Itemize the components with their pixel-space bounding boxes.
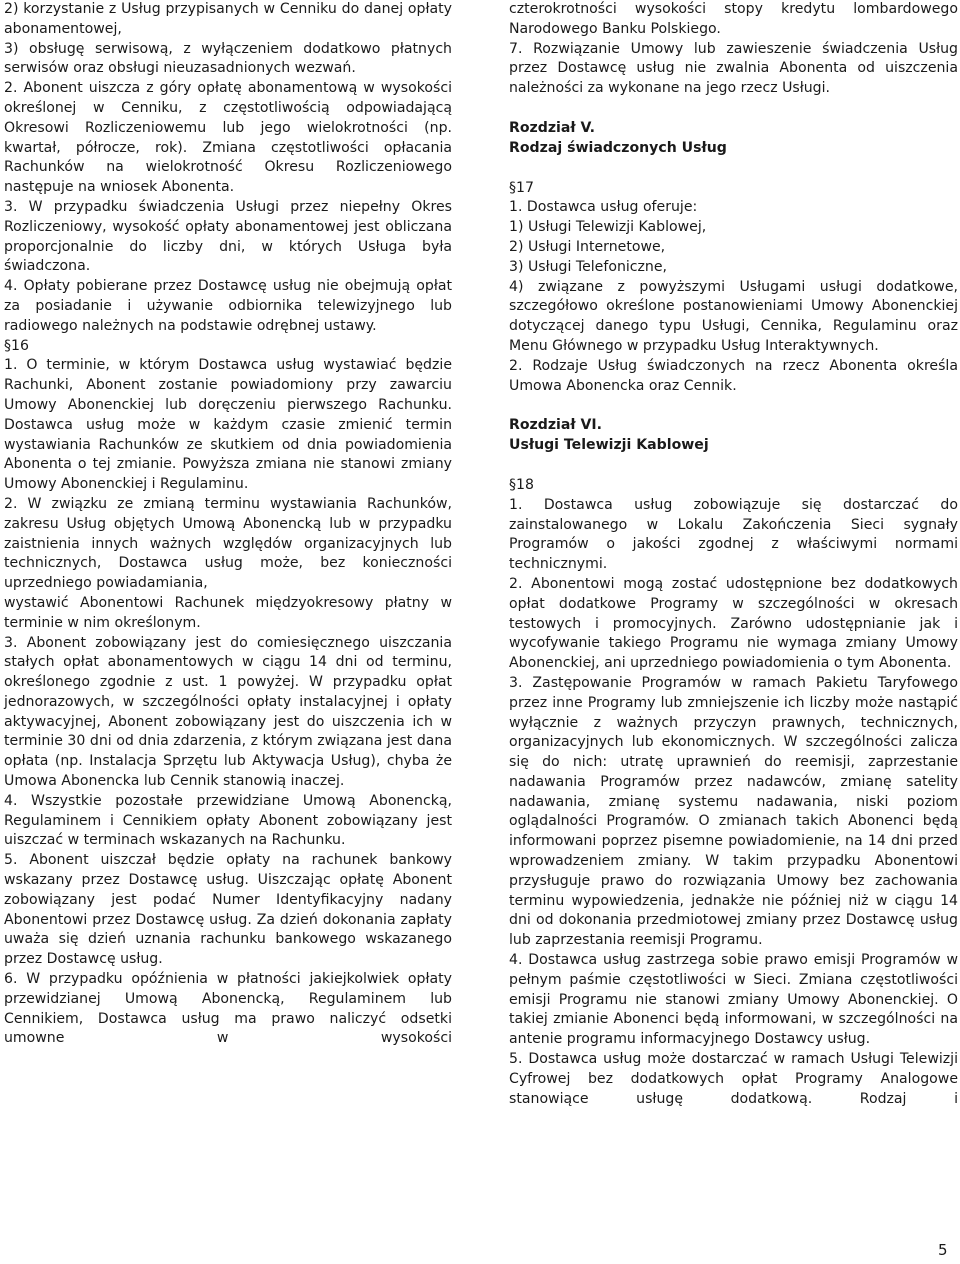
right-column <box>509 0 958 1109</box>
paragraph: 2. W związku ze zmianą terminu wystawiania Rachunków, zakresu Usług objętych Umową Abonencką lub w przypadku zaistnienia innych ważnych względów organizacyjnych lub technicznych, Dostawca usług może, bez konieczności uprzedniego powiadamiania, <box>4 495 452 592</box>
paragraph: 3. Zastępowanie Programów w ramach Pakietu Taryfowego przez inne Programy lub zmniejszenie ich liczby może nastąpić wyłącznie z ważnych przyczyn prawnych, technicznych, organizacyjnych lub ekonomicznych. W szczególności zalicza się do nich: utratę uprawnień do reemisji, zaprzestanie nadawania Programów przez nadawców, zmianę satelity nadawania, zmianę systemu nadawania, niski poziom oglądalności Programów. O zmianach takich Abonenci będą informowani poprzez pisemne powiadomienie, na 14 dni przed wprowadzeniem zmiany. W takim przypadku Abonentowi przysługuje prawo do rozwiązania Umowy bez zachowania terminu wypowiedzenia, jednakże nie później niż w ciągu 14 dni od dokonania przedmiotowej zmiany przez Dostawcę usług lub zaprzestania reemisji Programu. <box>509 674 958 949</box>
list-item: 2) Usługi Internetowe, <box>509 238 666 255</box>
paragraph: 3. Abonent zobowiązany jest do comiesięcznego uiszczania stałych opłat abonamentowych w ciągu 14 dni od terminu, określonego zgodnie z ust. 1 powyżej. W przypadku opłat jednorazowych, w szczególności opłaty instalacyjnej i opłaty aktywacyjnej, Abonent zobowiązany jest do uiszczenia ich w terminie 30 dni od dnia zdarzenia, z którym związana jest dana opłata (np. Instalacja Sprzętu lub Aktywacja Usług), chyba że Umowa Abonencka lub Cennik stanowią inaczej. <box>4 634 452 790</box>
paragraph: 1. Dostawca usług zobowiązuje się dostarczać do zainstalowanego w Lokalu Zakończenia Sieci sygnały Programów o jakości zgodnej z właściwymi normami technicznymi. <box>509 496 958 573</box>
paragraph: 2. Rodzaje Usług świadczonych na rzecz Abonenta określa Umowa Abonencka oraz Cennik. <box>509 357 958 394</box>
paragraph: 7. Rozwiązanie Umowy lub zawieszenie świadczenia Usług przez Dostawcę usług nie zwalnia Abonenta od uiszczenia należności za wykonane na jego rzecz Usługi. <box>509 40 958 97</box>
paragraph: 4. Dostawca usług zastrzega sobie prawo emisji Programów w pełnym paśmie częstotliwości w Sieci. Zmiana częstotliwości emisji Programu nie stanowi zmiany Umowy Abonenckiej. O takiej zmianie Abonenci będą informowani, w szczególności na antenie programu informacyjnego Dostawcy usług. <box>509 952 958 1048</box>
section-number-17: §17 <box>509 179 534 196</box>
paragraph: 2) korzystanie z Usług przypisanych w Cenniku do danej opłaty abonamentowej, <box>4 1 452 37</box>
spacer <box>509 396 958 416</box>
spacer <box>509 159 958 179</box>
paragraph: 2. Abonent uiszcza z góry opłatę abonamentową w wysokości określonej w Cenniku, z częstotliwością odpowiadającą Okresowi Rozliczeniowemu lub jego wielokrotności (np. kwartał, półrocze, rok). Zmiana częstotliwości opłacania Rachunków na wielokrotność Okresu Rozliczeniowego następuje na wniosek Abonenta. <box>4 80 452 196</box>
paragraph: 5. Dostawca usług może dostarczać w ramach Usługi Telewizji Cyfrowej bez dodatkowych opłat Programy Analogowe stanowiące usługę dodatkową. Rodzaj i <box>509 1051 958 1107</box>
page-number: 5 <box>938 1241 948 1259</box>
list-item: 1) Usługi Telewizji Kablowej, <box>509 219 707 236</box>
spacer <box>509 99 958 119</box>
paragraph: 4. Wszystkie pozostałe przewidziane Umową Abonencką, Regulaminem i Cennikiem opłaty Abonent zobowiązany jest uiszczać w terminach wskazanych na Rachunku. <box>4 792 452 849</box>
left-column <box>4 0 452 1049</box>
section-number-16: §16 <box>4 337 29 354</box>
list-item: 4) związane z powyższymi Usługami usługi dodatkowe, szczegółowo określone postanowieniami Umowy Abonenckiej dotyczącej danego typu Usługi, Cennika, Regulaminu oraz Menu Głównego w przypadku Usług Interaktywnych. <box>509 278 958 354</box>
list-item: 3) Usługi Telefoniczne, <box>509 258 668 275</box>
paragraph: 5. Abonent uiszczał będzie opłaty na rachunek bankowy wskazany przez Dostawcę usług. Uiszczając opłatę Abonent zobowiązany jest podać Numer Identyfikacyjny nadany Abonentowi przez Dostawcę usług. Za dzień dokonania zapłaty uważa się dzień uznania rachunku bankowego wskazanego przez Dostawcę usług. <box>4 852 452 968</box>
spacer <box>509 456 958 476</box>
chapter-number: Rozdział VI. <box>509 417 603 434</box>
paragraph: 3. W przypadku świadczenia Usługi przez niepełny Okres Rozliczeniowy, wysokość opłaty abonamentowej jest obliczana proporcjonalnie do liczby dni, w których Usługa była świadczona. <box>4 198 452 275</box>
paragraph: 1. O terminie, w którym Dostawca usług wystawiać będzie Rachunki, Abonent zostanie powiadomiony przy zawarciu Umowy Abonenckiej lub doręczeniu pierwszego Rachunku. Dostawca usług może w każdym czasie zmienić termin wystawiania Rachunków ze skutkiem od dnia powiadomienia Abonenta o tej zmianie. Powyższa zmiana nie stanowi zmiany Umowy Abonenckiej i Regulaminu. <box>4 357 452 493</box>
paragraph: 3) obsługę serwisową, z wyłączeniem dodatkowo płatnych serwisów oraz obsługi nieuzasadnionych wezwań. <box>4 40 452 77</box>
chapter-number: Rozdział V. <box>509 119 595 136</box>
paragraph: wystawić Abonentowi Rachunek międzyokresowy płatny w terminie w nim określonym. <box>4 594 452 631</box>
paragraph: czterokrotności wysokości stopy kredytu lombardowego Narodowego Banku Polskiego. <box>509 1 958 37</box>
paragraph: 6. W przypadku opóźnienia w płatności jakiejkolwiek opłaty przewidzianej Umową Abonencką, Regulaminem lub Cennikiem, Dostawca usług ma prawo naliczyć odsetki umowne w wysokości <box>4 971 452 1047</box>
paragraph: 4. Opłaty pobierane przez Dostawcę usług nie obejmują opłat za posiadanie i używanie odbiornika telewizyjnego lub radiowego należnych na podstawie odrębnej ustawy. <box>4 278 452 334</box>
section-number-18: §18 <box>509 476 534 493</box>
chapter-title: Rodzaj świadczonych Usług <box>509 139 727 156</box>
paragraph: 2. Abonentowi mogą zostać udostępnione bez dodatkowych opłat dodatkowe Programy w szczególności w okresach testowych i promocyjnych. Zarówno udostępnianie jak i wycofywanie takiego Programu nie wymaga zmiany Umowy Abonenckiej, ani uprzedniego powiadomienia o tym Abonenta. <box>509 575 958 672</box>
chapter-title: Usługi Telewizji Kablowej <box>509 437 709 454</box>
paragraph: 1. Dostawca usług oferuje: <box>509 199 698 216</box>
